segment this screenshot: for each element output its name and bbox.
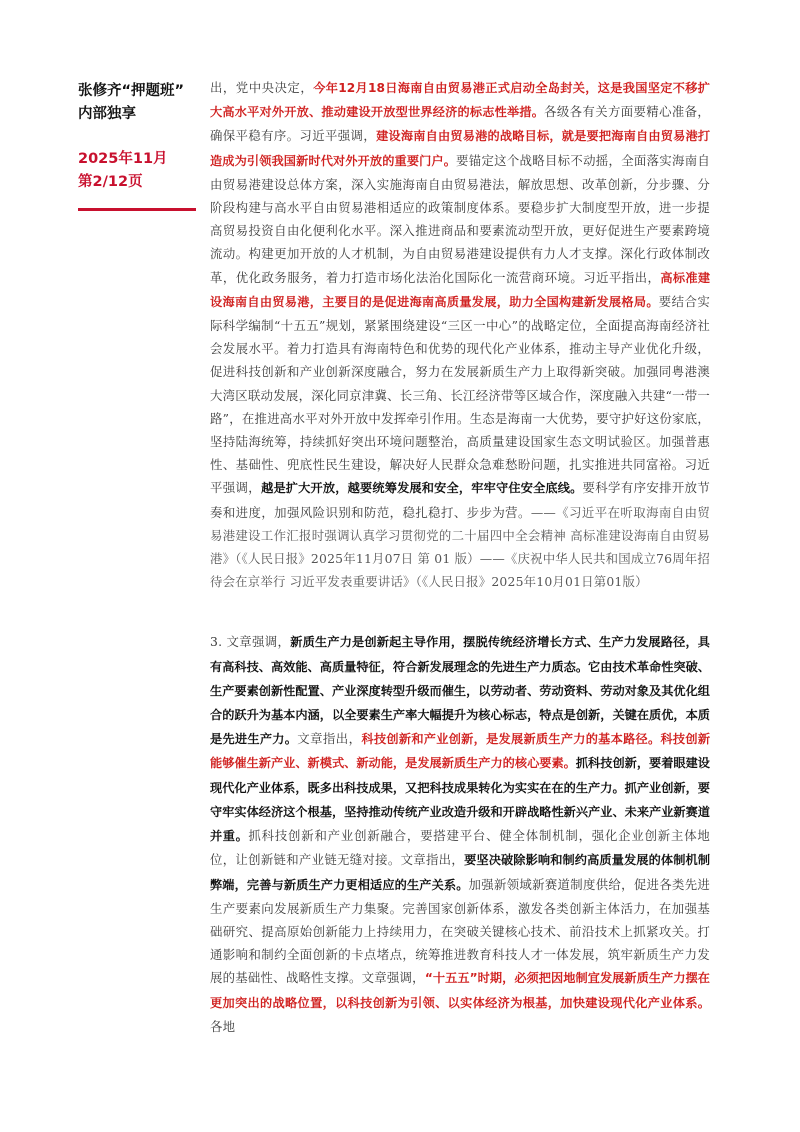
body-text: 加强新领域新赛道制度供给，促进各类先进生产要素向发展新质生产力集聚。完善国家创新体系，激发各类创新主体活力，在加强基础研究、提高原始创新能力上持续用力，在突破关键核心技术、前沿技术上抓紧攻关。打通影响和制约全面创新的卡点堵点，统筹推进教育科技人才一体发展，筑牢新质生产力发展的基础性、战略性支撑。文章强调，: [210, 876, 710, 986]
sidebar-divider: [78, 208, 196, 211]
body-text: 各级各有关方面要精心准备，确保平稳有序。习近平强调，: [210, 104, 711, 144]
main-content: [210, 76, 710, 1038]
highlight-red-text: 建设海南自由贸易港的战略目标，就是要把海南自由贸易港打造成为引领我国新时代对外开放的重要门户。: [210, 129, 711, 168]
sidebar-date-line1: 2025年11月: [78, 151, 168, 167]
highlight-red-text: “十五五”时期，必须把因地制宜发展新质生产力摆在更加突出的战略位置，以科技创新为引领、以实体经济为根基，加快建设现代化产业体系。: [210, 971, 710, 1010]
body-text: 要结合实际科学编制“十五五”规划，紧紧围绕建设“三区一中心”的战略定位，全面提高海南经济社会发展水平。着力打造具有海南特色和优势的现代化产业体系，推动主导产业优化升级，促进科技创新和产业创新深度融合，努力在发展新质生产力上取得新突破。加强同粤港澳大湾区联动发展，深化同京津冀、长三角、长江经济带等区域合作，深度融入共建“一带一路”，在推进高水平对外开放中发挥牵引作用。生态是海南一大优势，要守护好这份家底，坚持陆海统筹，持续抓好突出环境问题整治，高质量建设国家生态文明试验区。加强普惠性、基础性、兜底性民生建设，解决好人民群众急难愁盼问题，扎实推进共同富裕。习近平强调，: [210, 293, 710, 496]
body-text: 要锚定这个战略目标不动摇，全面落实海南自由贸易港建设总体方案，深入实施海南自由贸易港法，解放思想、改革创新，分步骤、分阶段构建与高水平自由贸易港相适应的政策制度体系。要稳步扩大制度型开放，进一步提高贸易投资自由化便利化水平。深入推进商品和要素流动型开放，更好促进生产要素跨境流动。构建更加开放的人才机制，为自由贸易港建设提供有力人才支撑。深化行政体制改革，优化政务服务，着力打造市场化法治化国际化一流营商环境。习近平指出，: [210, 152, 711, 285]
source-citation: ——《习近平在听取海南自由贸易港建设工作汇报时强调认真学习贯彻党的二十届四中全会精神 高标准建设海南自由贸易港》（《人民日报》2025年11月07日 第 01 版）——《庆祝中华人民共和国成立76周年招待会在京举行 习近平发表重要讲话》（《人民日报》2025年10月01日第01版）: [210, 504, 711, 590]
highlight-bold-text: 抓科技创新，要着眼建设现代化产业体系，既多出科技成果，又把科技成果转化为实实在在的生产力。抓产业创新，要守牢实体经济这个根基，坚持推动传统产业改造升级和开辟战略性新兴产业、未来产业新赛道并重。: [210, 756, 710, 844]
highlight-bold-text: 越是扩大开放，越要统筹发展和安全，牢牢守住安全底线。: [261, 481, 583, 496]
sidebar-date: [78, 148, 198, 194]
body-text: 文章指出，: [297, 731, 362, 747]
sidebar: [78, 80, 198, 211]
highlight-bold-text: 要坚决破除影响和制约高质量发展的体制机制弊端，完善与新质生产力更相适应的生产关系。: [210, 853, 711, 892]
body-text: 出，党中央决定，: [210, 80, 314, 95]
body-text: 抓科技创新和产业创新融合，要搭建平台、健全体制机制，强化企业创新主体地位，让创新链和产业链无缝对接。文章指出，: [210, 828, 711, 868]
highlight-bold-text: 新质生产力是创新起主导作用，摆脱传统经济增长方式、生产力发展路径，具有高科技、高效能、高质量特征，符合新发展理念的先进生产力质态。它由技术革命性突破、生产要素创新性配置、产业深度转型升级而催生，以劳动者、劳动资料、劳动对象及其优化组合的跃升为基本内涵，以全要素生产率大幅提升为核心标志，特点是创新，关键在质优，本质是先进生产力。: [210, 635, 710, 747]
highlight-red-text: 高标准建设海南自由贸易港，主要目的是促进海南高质量发展，助力全国构建新发展格局。: [210, 270, 711, 309]
highlight-red-text: 科技创新和产业创新，是发展新质生产力的基本路径。科技创新能够催生新产业、新模式、新动能，是发展新质生产力的核心要素。: [210, 732, 711, 771]
body-text: 各地: [210, 1018, 236, 1034]
highlight-red-text: 今年12月18日海南自由贸易港正式启动全岛封关，这是我国坚定不移扩大高水平对外开放、推动建设开放型世界经济的标志性举措。: [210, 81, 710, 120]
body-text: 3. 文章强调，: [210, 634, 291, 650]
sidebar-title-line1: 张修齐“押题班”: [78, 83, 185, 99]
paragraph-new-productivity: [210, 630, 710, 1037]
sidebar-title: [78, 80, 198, 126]
sidebar-page-indicator: 第2/12页: [78, 174, 143, 190]
sidebar-title-line2: 内部独享: [78, 106, 136, 122]
paragraph-hainan: [210, 76, 710, 593]
body-text: 要科学有序安排开放节奏和进度，加强风险识别和防范，稳扎稳打、步步为营。: [210, 480, 711, 520]
